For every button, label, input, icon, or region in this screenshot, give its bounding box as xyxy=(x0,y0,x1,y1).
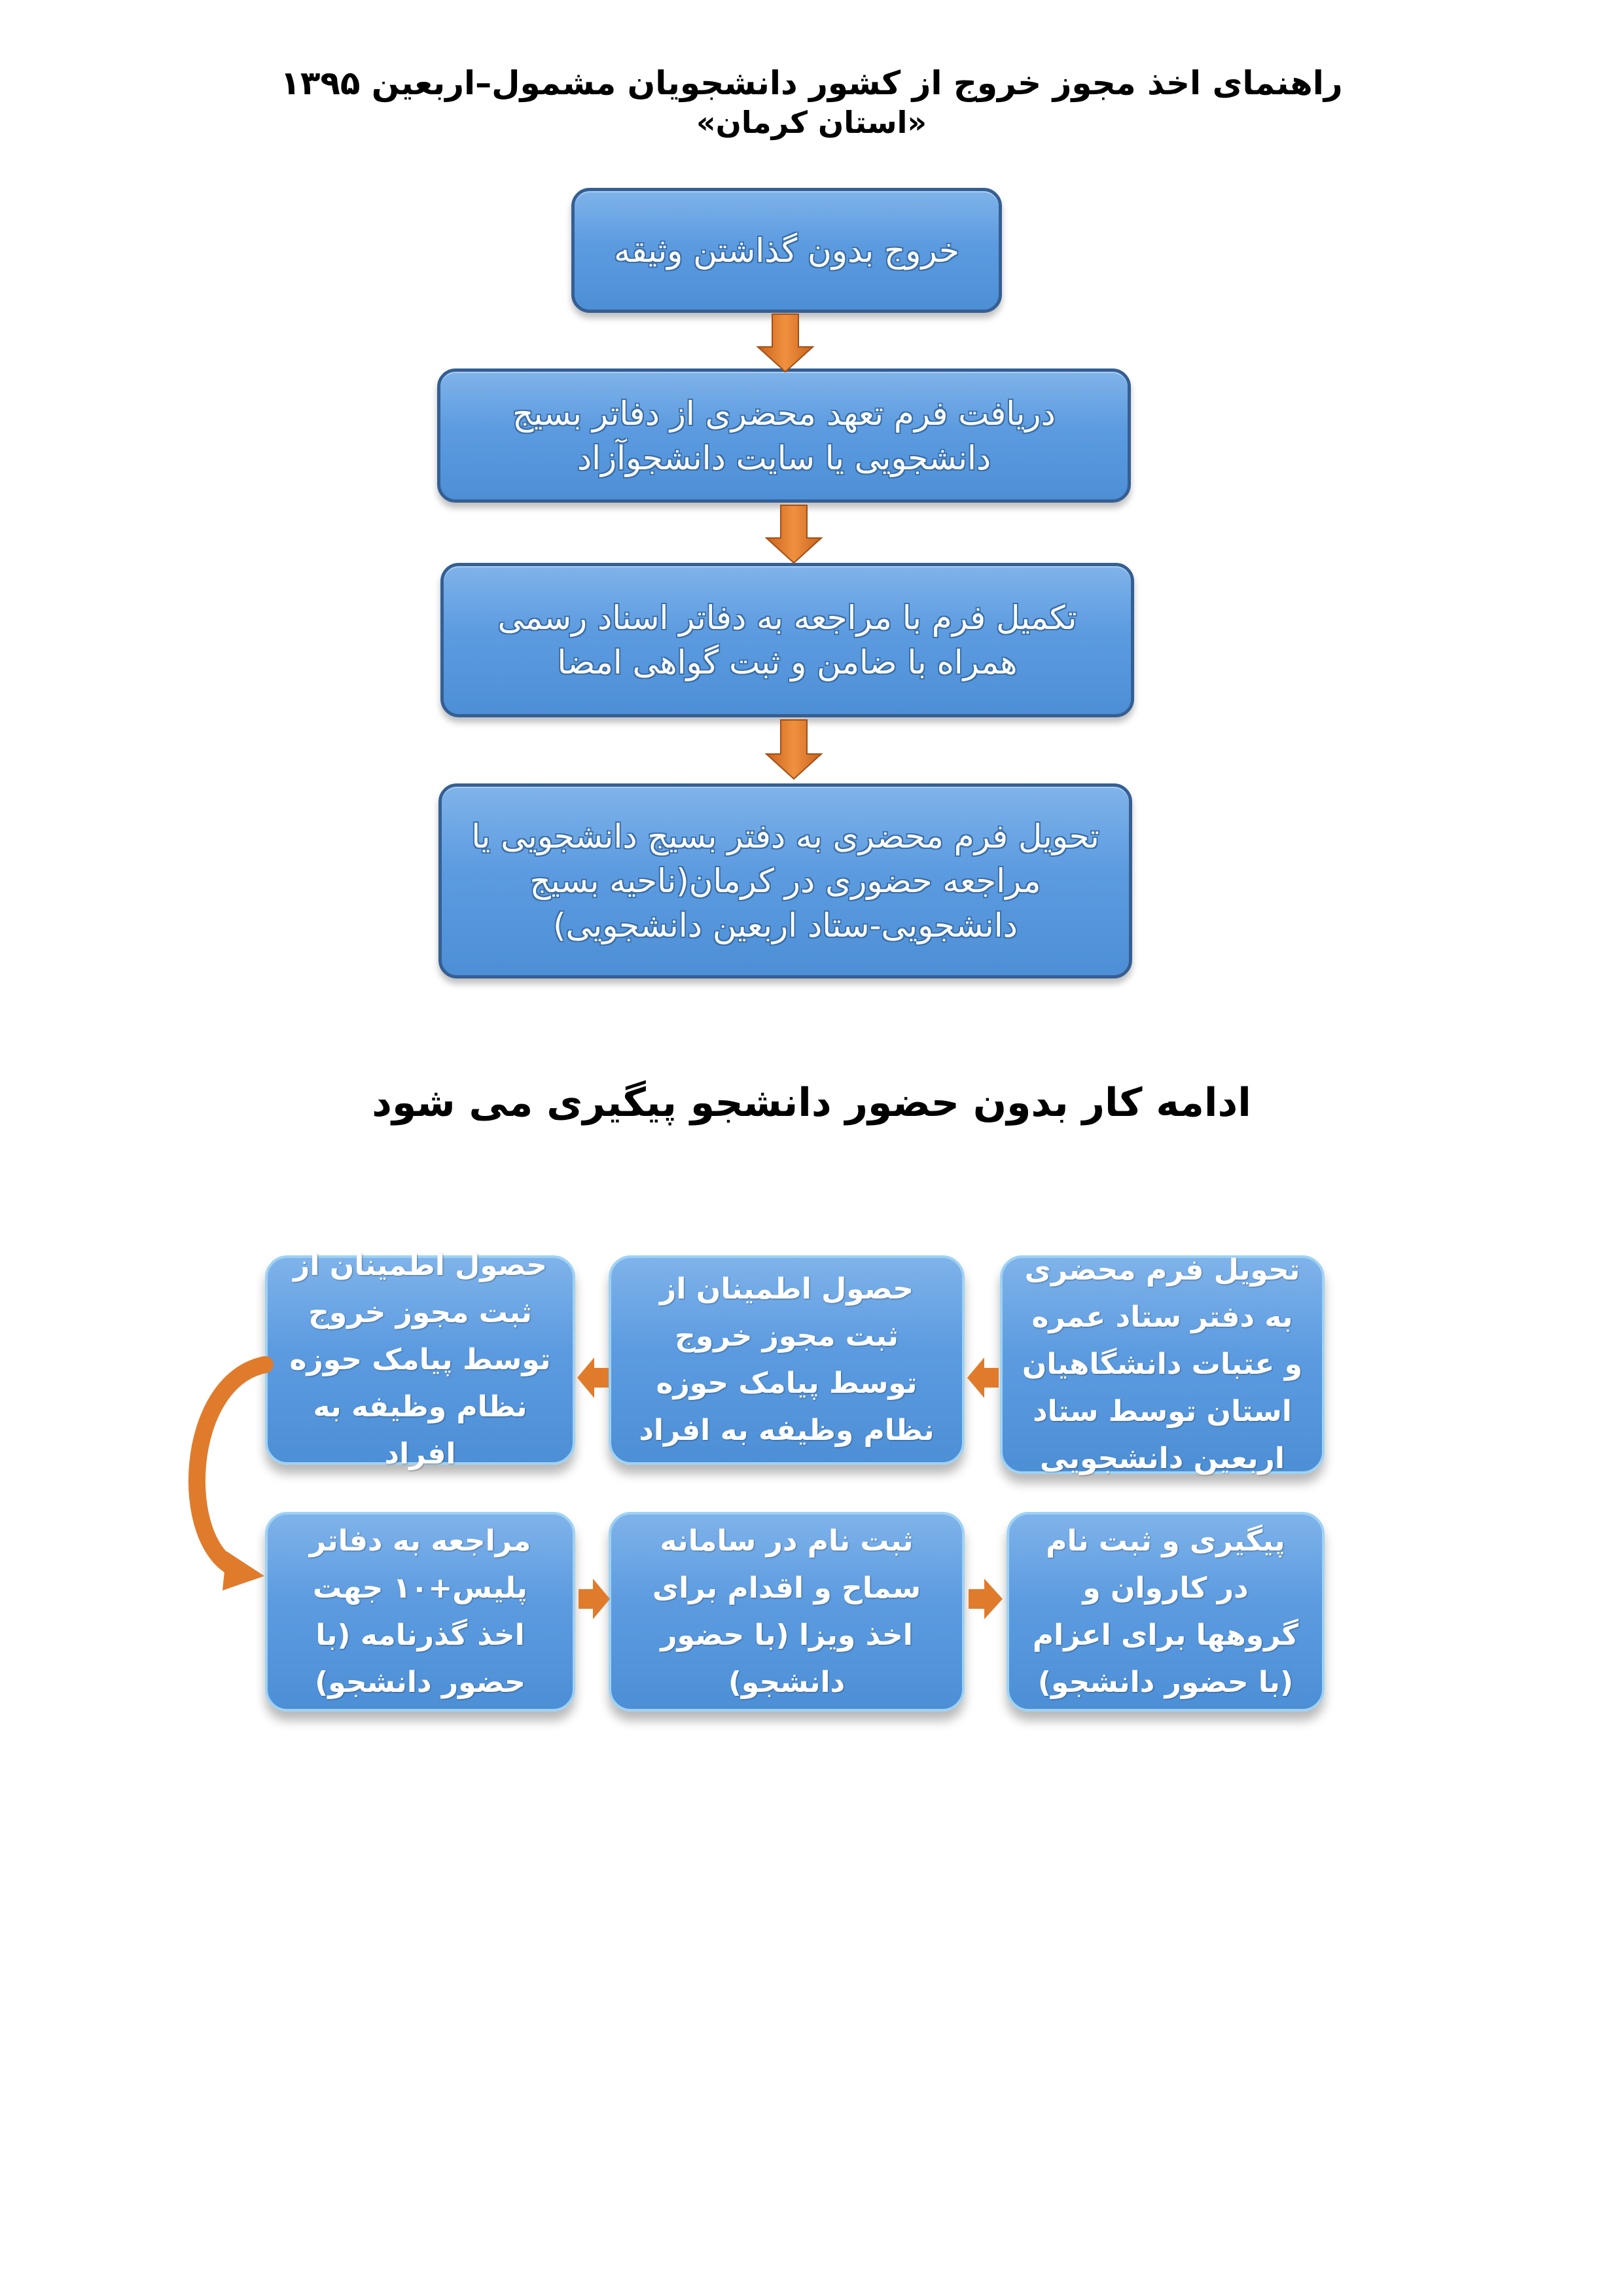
left-arrow-1 xyxy=(967,1357,999,1398)
grid-step-6-text: پیگیری و ثبت نام در کاروان و گروهها برای اعزام (با حضور دانشجو) xyxy=(1032,1524,1299,1699)
flow-step-1-text: خروج بدون گذاشتن وثیقه xyxy=(614,231,959,270)
right-arrow-2 xyxy=(969,1579,1003,1619)
flow-step-4-text: تحویل فرم محضری به دفتر بسیج دانشجویی یا مراجعه حضوری در کرمان(ناحیه بسیج دانشجویی-ستاد اربعین دانشجویی) xyxy=(471,817,1099,944)
grid-step-1-text: تحویل فرم محضری به دفتر ستاد عمره و عتبات دانشگاهیان استان توسط ستاد اربعین دانشجویی xyxy=(1022,1253,1303,1475)
curved-arrow-head xyxy=(223,1551,264,1590)
flow-step-2-text: دریافت فرم تعهد محضری از دفاتر بسیج دانشجویی یا سایت دانشجوآزاد xyxy=(512,394,1056,477)
grid-step-4-text: مراجعه به دفاتر پلیس+۱۰ جهت اخذ گذرنامه (با حضور دانشجو) xyxy=(309,1524,531,1699)
grid-step-5-text: ثبت نام در سامانه سماح و اقدام برای اخذ ویزا (با حضور دانشجو) xyxy=(652,1524,921,1699)
continuation-heading: ادامه کار بدون حضور دانشجو پیگیری می شود xyxy=(372,1080,1251,1126)
page-subtitle: «استان کرمان» xyxy=(696,105,927,140)
curved-arrow xyxy=(197,1365,265,1570)
down-arrow-2 xyxy=(766,505,821,563)
page-title: راهنمای اخذ مجوز خروج از کشور دانشجویان مشمول–اربعین ۱۳۹۵ xyxy=(280,64,1343,102)
flow-step-3-text: تکمیل فرم با مراجعه به دفاتر اسناد رسمی همراه با ضامن و ثبت گواهی امضا xyxy=(497,599,1077,681)
right-arrow-1 xyxy=(579,1579,610,1619)
grid-step-3-text: حصول اطمینان از ثبت مجوز خروج توسط پیامک حوزه نظام وظیفه به افراد xyxy=(289,1249,551,1471)
down-arrow-3 xyxy=(766,720,821,779)
down-arrow-1 xyxy=(758,314,813,372)
grid-step-2-text: حصول اطمینان از ثبت مجوز خروج توسط پیامک حوزه نظام وظیفه به افراد xyxy=(639,1272,935,1447)
left-arrow-2 xyxy=(577,1357,609,1398)
